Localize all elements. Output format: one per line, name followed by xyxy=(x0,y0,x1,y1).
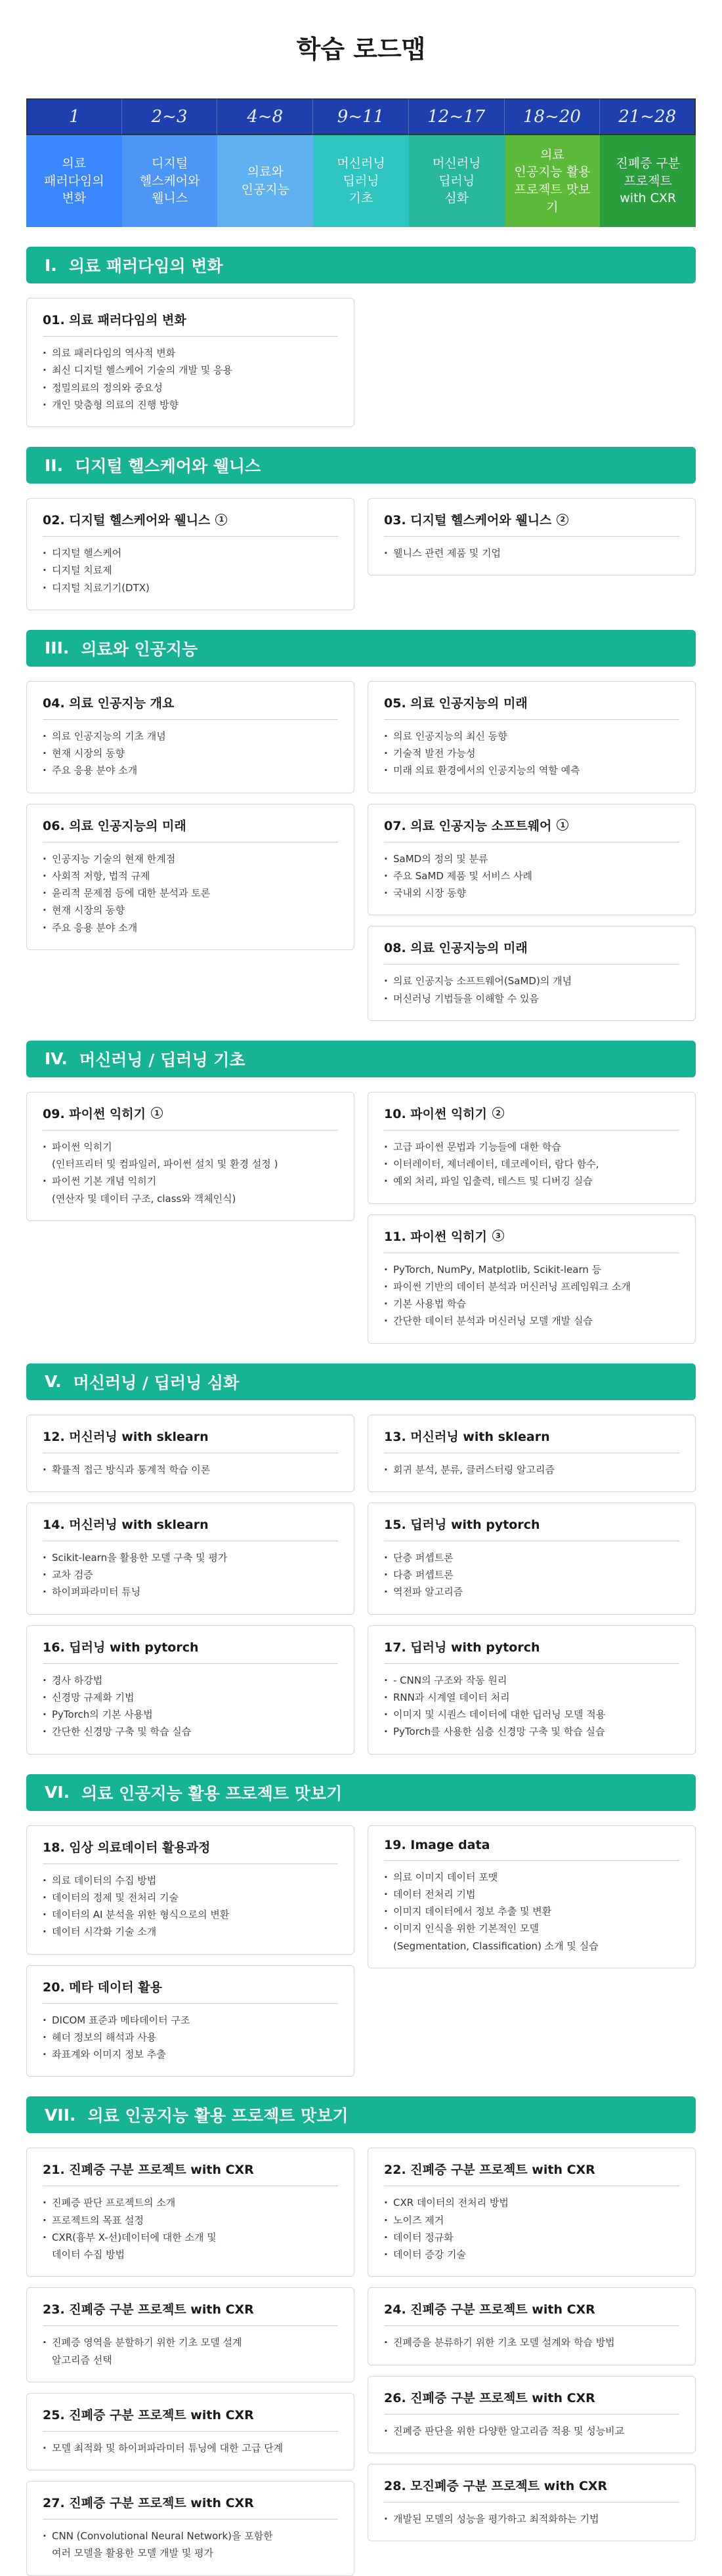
part-number-badge: 1 xyxy=(557,819,568,831)
topic-list xyxy=(384,1672,679,1741)
right-column xyxy=(368,1825,696,2077)
topic-item: · CNN (Convolutional Neural Network)을 포함한 여러 모델을 활용한 모델 개발 및 평가 xyxy=(43,2527,338,2562)
topic-item: · 데이터 전처리 기법 xyxy=(384,1886,679,1903)
topic-item: · CXR(흉부 X-선)데이터에 대한 소개 및 데이터 수집 방법 xyxy=(43,2229,338,2264)
topic-item: · PyTorch, NumPy, Matplotlib, Scikit-learn 등 xyxy=(384,1261,679,1278)
card-title xyxy=(384,816,679,842)
card-title-text: 24. 진폐증 구분 프로젝트 with CXR xyxy=(384,2302,595,2317)
right-column xyxy=(368,681,696,1021)
section-grid xyxy=(26,298,696,427)
topic-item: · 최신 디지털 헬스케어 기술의 개발 및 응용 xyxy=(43,362,338,379)
card-title xyxy=(384,510,679,537)
section-header xyxy=(26,630,696,667)
topic-item: · 디지털 헬스케어 xyxy=(43,545,338,562)
roadmap-label: 디지털 헬스케어와 웰니스 xyxy=(122,135,218,227)
curriculum-card xyxy=(26,2287,354,2382)
topic-item: · 현재 시장의 동향 xyxy=(43,745,338,762)
card-title-text: 13. 머신러닝 with sklearn xyxy=(384,1429,550,1444)
left-column xyxy=(26,1415,354,1755)
topic-item: · SaMD의 정의 및 분류 xyxy=(384,850,679,867)
topic-item: · 데이터 정규화 xyxy=(384,2229,679,2246)
topic-list xyxy=(384,2194,679,2263)
left-column xyxy=(26,2148,354,2575)
topic-item: · 단층 퍼셉트론 xyxy=(384,1549,679,1566)
roadmap-column xyxy=(26,98,122,227)
section-number: VI. xyxy=(45,1783,70,1802)
topic-item: · 헤더 정보의 해석과 사용 xyxy=(43,2029,338,2046)
card-title-text: 15. 딥러닝 with pytorch xyxy=(384,1517,540,1532)
curriculum-card xyxy=(368,2464,696,2541)
roadmap-week: 4~8 xyxy=(217,98,313,135)
curriculum-card xyxy=(368,1215,696,1344)
card-title-text: 09. 파이썬 익히기 xyxy=(43,1106,146,1121)
topic-item: · 인공지능 기술의 현재 한계점 xyxy=(43,850,338,867)
curriculum-card xyxy=(26,804,354,950)
card-title xyxy=(43,1104,338,1131)
topic-item: · 교차 검증 xyxy=(43,1566,338,1583)
card-title-text: 16. 딥러닝 with pytorch xyxy=(43,1640,199,1655)
topic-item: · 고급 파이썬 문법과 기능들에 대한 학습 xyxy=(384,1138,679,1155)
left-column xyxy=(26,1092,354,1344)
sections-container xyxy=(26,247,696,2576)
topic-item: · 의료 데이터의 수집 방법 xyxy=(43,1872,338,1889)
curriculum-card xyxy=(368,1825,696,1968)
roadmap-column xyxy=(122,98,218,227)
roadmap-label: 진폐증 구분 프로젝트 with CXR xyxy=(600,135,696,227)
right-column xyxy=(368,498,696,610)
section-header xyxy=(26,1363,696,1400)
roadmap-label: 머신러닝 딥러닝 기초 xyxy=(313,135,409,227)
part-number-badge: 1 xyxy=(151,1107,163,1119)
topic-list xyxy=(43,850,338,936)
section-header xyxy=(26,447,696,484)
topic-item: · 주요 SaMD 제품 및 서비스 사례 xyxy=(384,867,679,884)
card-title-text: 18. 임상 의료데이터 활용과정 xyxy=(43,1840,211,1855)
card-title-text: 26. 진폐증 구분 프로젝트 with CXR xyxy=(384,2390,595,2405)
topic-item: · 진폐증 판단을 위한 다양한 알고리즘 적용 및 성능비교 xyxy=(384,2422,679,2440)
topic-item: · 현재 시장의 동향 xyxy=(43,902,338,919)
section-grid xyxy=(26,1415,696,1755)
topic-item: · 의료 인공지능 소프트웨어(SaMD)의 개념 xyxy=(384,972,679,989)
card-title-text: 07. 의료 인공지능 소프트웨어 xyxy=(384,818,552,833)
card-title xyxy=(43,694,338,720)
topic-item: · 정밀의료의 정의와 중요성 xyxy=(43,379,338,396)
card-title-text: 06. 의료 인공지능의 미래 xyxy=(43,818,186,833)
topic-list xyxy=(384,972,679,1007)
section-grid xyxy=(26,498,696,610)
card-title xyxy=(43,1515,338,1541)
topic-list xyxy=(43,1138,338,1207)
roadmap-week: 18~20 xyxy=(505,98,601,135)
card-title xyxy=(384,2476,679,2503)
curriculum-card xyxy=(368,498,696,575)
curriculum-card xyxy=(26,1825,354,1955)
topic-list xyxy=(43,2527,338,2562)
topic-list xyxy=(43,2194,338,2263)
section-title: 머신러닝 / 딥러닝 기초 xyxy=(79,1050,245,1070)
card-title xyxy=(384,2388,679,2415)
card-title-text: 03. 디지털 헬스케어와 웰니스 xyxy=(384,513,552,528)
card-title-text: 22. 진폐증 구분 프로젝트 with CXR xyxy=(384,2163,595,2178)
topic-list xyxy=(384,850,679,902)
section-header xyxy=(26,2096,696,2133)
card-title-text: 04. 의료 인공지능 개요 xyxy=(43,696,175,711)
card-title xyxy=(43,1427,338,1453)
part-number-badge: 3 xyxy=(492,1230,504,1241)
topic-item: · 의료 인공지능의 기초 개념 xyxy=(43,728,338,745)
curriculum-card xyxy=(26,1625,354,1755)
page-title: 학습 로드맵 xyxy=(296,35,426,64)
left-column xyxy=(26,1825,354,2077)
topic-list xyxy=(43,728,338,779)
roadmap-week: 9~11 xyxy=(313,98,409,135)
topic-list xyxy=(384,728,679,779)
curriculum-card xyxy=(368,681,696,793)
section-grid xyxy=(26,2148,696,2575)
topic-item: · 주요 응용 분야 소개 xyxy=(43,762,338,779)
topic-item: · CXR 데이터의 전처리 방법 xyxy=(384,2194,679,2211)
curriculum-card xyxy=(368,2148,696,2277)
topic-item: · 이미지 및 시퀀스 데이터에 대한 딥러닝 모델 적용 xyxy=(384,1706,679,1723)
curriculum-card xyxy=(368,804,696,916)
card-title xyxy=(43,1838,338,1864)
section-header xyxy=(26,1041,696,1077)
topic-list xyxy=(43,1461,338,1478)
card-title xyxy=(384,938,679,965)
roadmap-label: 의료 인공지능 활용 프로젝트 맛보기 xyxy=(505,135,601,227)
section-title: 의료 인공지능 활용 프로젝트 맛보기 xyxy=(87,2106,349,2126)
section-title: 디지털 헬스케어와 웰니스 xyxy=(75,457,261,476)
topic-item: · 좌표계와 이미지 정보 추출 xyxy=(43,2046,338,2063)
topic-list xyxy=(384,545,679,562)
topic-item: · 디지털 치료제 xyxy=(43,562,338,579)
topic-item: · 데이터의 AI 분석을 위한 형식으로의 변환 xyxy=(43,1906,338,1923)
section-grid xyxy=(26,681,696,1021)
topic-item: · 역전파 알고리즘 xyxy=(384,1583,679,1600)
topic-item: · 진폐증을 분류하기 위한 기초 모델 설계와 학습 방법 xyxy=(384,2334,679,2351)
card-title xyxy=(384,1427,679,1453)
topic-list xyxy=(384,2510,679,2527)
topic-item: · 주요 응용 분야 소개 xyxy=(43,919,338,936)
card-title xyxy=(43,816,338,842)
card-title xyxy=(43,310,338,337)
topic-item: · 개발된 모델의 성능을 평가하고 최적화하는 기법 xyxy=(384,2510,679,2527)
section-grid xyxy=(26,1825,696,2077)
card-title xyxy=(43,510,338,537)
section-title: 의료 패러다임의 변화 xyxy=(68,257,223,276)
card-title-text: 20. 메타 데이터 활용 xyxy=(43,1980,162,1995)
topic-item: · 의료 패러다임의 역사적 변화 xyxy=(43,344,338,362)
card-title xyxy=(384,2160,679,2186)
topic-item: · 데이터 시각화 기술 소개 xyxy=(43,1923,338,1940)
roadmap-column xyxy=(505,98,601,227)
right-column xyxy=(368,1092,696,1344)
topic-item: · 간단한 신경망 구축 및 학습 실습 xyxy=(43,1723,338,1740)
curriculum-card xyxy=(368,2287,696,2365)
card-title xyxy=(43,2493,338,2520)
section-grid xyxy=(26,1092,696,1344)
section-title: 의료와 인공지능 xyxy=(81,639,198,659)
topic-item: · PyTorch를 사용한 심층 신경망 구축 및 학습 실습 xyxy=(384,1723,679,1740)
roadmap-week: 2~3 xyxy=(122,98,218,135)
curriculum-card xyxy=(26,1965,354,2077)
card-title xyxy=(384,1104,679,1131)
card-title-text: 25. 진폐증 구분 프로젝트 with CXR xyxy=(43,2407,254,2422)
section-number: IV. xyxy=(45,1049,68,1069)
topic-item: · 디지털 치료기기(DTX) xyxy=(43,579,338,596)
topic-list xyxy=(384,1461,679,1478)
topic-list xyxy=(43,545,338,596)
topic-item: · Scikit-learn을 활용한 모델 구축 및 평가 xyxy=(43,1549,338,1566)
roadmap-label: 의료와 인공지능 xyxy=(217,135,313,227)
section-number: VII. xyxy=(45,2105,76,2125)
section-number: V. xyxy=(45,1372,62,1391)
topic-list xyxy=(384,1549,679,1601)
section-number: I. xyxy=(45,255,57,275)
curriculum-card xyxy=(26,681,354,793)
card-title-text: 05. 의료 인공지능의 미래 xyxy=(384,696,528,711)
topic-item: · 사회적 저항, 법적 규제 xyxy=(43,867,338,884)
card-title xyxy=(43,2300,338,2326)
card-title-text: 11. 파이썬 익히기 xyxy=(384,1229,488,1244)
topic-item: · 데이터의 정제 및 전처리 기술 xyxy=(43,1889,338,1906)
left-column xyxy=(26,298,354,427)
roadmap-column xyxy=(217,98,313,227)
card-title xyxy=(384,1515,679,1541)
topic-item: · 개인 맞춤형 의료의 진행 방향 xyxy=(43,396,338,413)
curriculum-card xyxy=(26,2481,354,2576)
topic-item: · 기술적 발전 가능성 xyxy=(384,745,679,762)
topic-item: · 국내외 시장 동향 xyxy=(384,884,679,902)
topic-item: · 예외 처리, 파일 입출력, 테스트 및 디버깅 실습 xyxy=(384,1173,679,1190)
card-title-text: 27. 진폐증 구분 프로젝트 with CXR xyxy=(43,2496,254,2510)
topic-list xyxy=(43,2440,338,2457)
card-title xyxy=(384,1638,679,1664)
left-column xyxy=(26,681,354,1021)
part-number-badge: 2 xyxy=(492,1107,504,1119)
card-title-text: 12. 머신러닝 with sklearn xyxy=(43,1429,209,1444)
topic-list xyxy=(43,1872,338,1941)
card-title-text: 23. 진폐증 구분 프로젝트 with CXR xyxy=(43,2302,254,2317)
section-number: III. xyxy=(45,638,70,658)
curriculum-card xyxy=(26,298,354,427)
topic-item: · 파이썬 기본 개념 익히기 (연산자 및 데이터 구조, class와 객체인식) xyxy=(43,1173,338,1207)
topic-item: · 미래 의료 환경에서의 인공지능의 역할 예측 xyxy=(384,762,679,779)
topic-item: · 의료 이미지 데이터 포맷 xyxy=(384,1869,679,1886)
section-header xyxy=(26,247,696,283)
curriculum-card xyxy=(368,1503,696,1615)
topic-item: · 머신러닝 기법들을 이해할 수 있음 xyxy=(384,990,679,1007)
card-title-text: 17. 딥러닝 with pytorch xyxy=(384,1640,540,1655)
roadmap-column xyxy=(409,98,505,227)
card-title xyxy=(384,694,679,720)
topic-list xyxy=(384,1261,679,1330)
topic-item: · 파이썬 기반의 데이터 분석과 머신러닝 프레임워크 소개 xyxy=(384,1278,679,1295)
topic-list xyxy=(43,1672,338,1741)
topic-item: · 간단한 데이터 분석과 머신러닝 모델 개발 실습 xyxy=(384,1312,679,1329)
topic-item: · 의료 인공지능의 최신 동향 xyxy=(384,728,679,745)
section-title: 머신러닝 / 딥러닝 심화 xyxy=(73,1373,240,1392)
topic-item: · 다층 퍼셉트론 xyxy=(384,1566,679,1583)
curriculum-card xyxy=(26,2148,354,2277)
card-title xyxy=(384,1227,679,1253)
topic-item: · 이터레이터, 제너레이터, 데코레이터, 람다 함수, xyxy=(384,1155,679,1173)
left-column xyxy=(26,498,354,610)
curriculum-card xyxy=(368,926,696,1021)
roadmap-column xyxy=(313,98,409,227)
topic-item: · 진폐증 영역을 분할하기 위한 기초 모델 설계 알고리즘 선택 xyxy=(43,2334,338,2369)
card-title xyxy=(43,2160,338,2186)
topic-item: · DICOM 표준과 메타데이터 구조 xyxy=(43,2012,338,2029)
card-title-text: 21. 진폐증 구분 프로젝트 with CXR xyxy=(43,2163,254,2178)
topic-list xyxy=(43,2012,338,2064)
topic-list xyxy=(384,2334,679,2351)
topic-item: · 프로젝트의 목표 설정 xyxy=(43,2212,338,2229)
topic-item: · 신경망 규제화 기법 xyxy=(43,1689,338,1706)
right-column xyxy=(368,2148,696,2575)
card-title-text: 14. 머신러닝 with sklearn xyxy=(43,1517,209,1532)
topic-list xyxy=(43,344,338,413)
curriculum-card xyxy=(368,2376,696,2453)
card-title xyxy=(43,1638,338,1664)
roadmap-week: 12~17 xyxy=(409,98,505,135)
topic-item: · 진폐증 판단 프로젝트의 소개 xyxy=(43,2194,338,2211)
section-header xyxy=(26,1774,696,1811)
card-title-text: 02. 디지털 헬스케어와 웰니스 xyxy=(43,513,211,528)
section-number: II. xyxy=(45,455,64,475)
topic-item: · 노이즈 제거 xyxy=(384,2212,679,2229)
roadmap-label: 의료 패러다임의 변화 xyxy=(26,135,122,227)
card-title xyxy=(43,1978,338,2004)
topic-list xyxy=(384,1869,679,1955)
topic-list xyxy=(43,2334,338,2369)
part-number-badge: 2 xyxy=(557,514,568,526)
roadmap-week: 21~28 xyxy=(600,98,696,135)
section-title: 의료 인공지능 활용 프로젝트 맛보기 xyxy=(81,1783,343,1803)
topic-item: · 회귀 분석, 분류, 클러스터링 알고리즘 xyxy=(384,1461,679,1478)
topic-item: · 이미지 데이터에서 정보 추출 및 변환 xyxy=(384,1903,679,1920)
card-title-text: 19. Image data xyxy=(384,1837,490,1852)
curriculum-card xyxy=(26,498,354,610)
topic-list xyxy=(384,2422,679,2440)
topic-item: · 하이퍼파라미터 튜닝 xyxy=(43,1583,338,1600)
curriculum-card xyxy=(26,1415,354,1492)
roadmap-column xyxy=(600,98,696,227)
topic-item: · 확률적 접근 방식과 통계적 학습 이론 xyxy=(43,1461,338,1478)
part-number-badge: 1 xyxy=(215,514,227,526)
topic-item: · RNN과 시계열 데이터 처리 xyxy=(384,1689,679,1706)
topic-item: · 모델 최적화 및 하이퍼파라미터 튜닝에 대한 고급 단계 xyxy=(43,2440,338,2457)
topic-item: · PyTorch의 기본 사용법 xyxy=(43,1706,338,1723)
topic-item: · 경사 하강법 xyxy=(43,1672,338,1689)
topic-item: · 윤리적 문제점 등에 대한 분석과 토론 xyxy=(43,884,338,902)
card-title xyxy=(43,2405,338,2432)
card-title xyxy=(384,1838,679,1861)
curriculum-card xyxy=(368,1625,696,1755)
roadmap-label: 머신러닝 딥러닝 심화 xyxy=(409,135,505,227)
curriculum-card xyxy=(26,1092,354,1221)
right-column xyxy=(368,1415,696,1755)
card-title-text: 10. 파이썬 익히기 xyxy=(384,1106,488,1121)
roadmap-strip xyxy=(26,98,696,227)
curriculum-card xyxy=(368,1415,696,1492)
curriculum-card xyxy=(26,1503,354,1615)
right-column xyxy=(368,298,696,427)
topic-item: · 이미지 인식을 위한 기본적인 모델 (Segmentation, Classification) 소개 및 실습 xyxy=(384,1920,679,1955)
curriculum-card xyxy=(368,1092,696,1204)
roadmap-week: 1 xyxy=(26,98,122,135)
curriculum-card xyxy=(26,2393,354,2470)
card-title xyxy=(384,2300,679,2326)
card-title-text: 28. 모진폐증 구분 프로젝트 with CXR xyxy=(384,2478,608,2493)
topic-item: · 데이터 증강 기술 xyxy=(384,2246,679,2263)
card-title-text: 08. 의료 인공지능의 미래 xyxy=(384,941,528,956)
topic-list xyxy=(43,1549,338,1601)
topic-item: · - CNN의 구조와 작동 원리 xyxy=(384,1672,679,1689)
topic-list xyxy=(384,1138,679,1190)
topic-item: · 기본 사용법 학습 xyxy=(384,1295,679,1312)
topic-item: · 파이썬 익히기 (인터프리터 및 컴파일러, 파이썬 설치 및 환경 설정 ) xyxy=(43,1138,338,1173)
card-title-text: 01. 의료 패러다임의 변화 xyxy=(43,313,186,327)
topic-item: · 웰니스 관련 제품 및 기업 xyxy=(384,545,679,562)
